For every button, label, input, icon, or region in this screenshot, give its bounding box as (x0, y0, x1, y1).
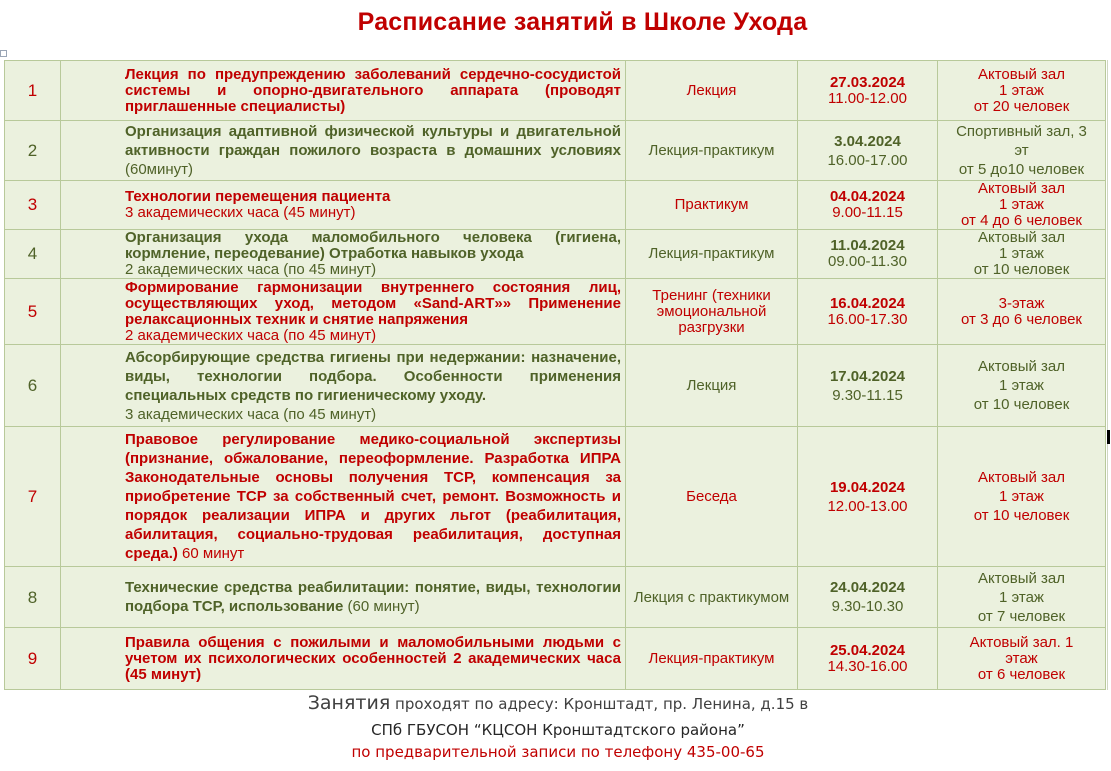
table-row (5, 61, 1106, 121)
page-margin-line (1107, 60, 1108, 690)
session-datetime: 3.04.2024 16.00-17.00 (798, 121, 938, 181)
session-format: Практикум (626, 181, 798, 230)
row-number: 3 (5, 181, 61, 230)
row-number: 5 (5, 279, 61, 345)
session-place: Спортивный зал, 3 эт от 5 до10 человек (938, 121, 1106, 181)
page-title: Расписание занятий в Школе Ухода (357, 8, 808, 36)
session-format: Тренинг (техники эмоциональной разгрузки (626, 279, 798, 345)
session-datetime: 11.04.2024 09.00-11.30 (798, 230, 938, 279)
table-row (5, 181, 1106, 230)
session-datetime: 24.04.2024 9.30-10.30 (798, 567, 938, 628)
table-row (5, 567, 1106, 628)
session-datetime: 27.03.2024 11.00-12.00 (798, 61, 938, 121)
table-row (5, 279, 1106, 345)
session-place: 3-этаж от 3 до 6 человек (938, 279, 1106, 345)
table-row (5, 427, 1106, 567)
session-topic: Организация адаптивной физической культуры и двигательной активности граждан пожилого возраста в домашних условиях (60минут) (61, 121, 626, 181)
session-format: Беседа (626, 427, 798, 567)
session-place: Актовый зал 1 этаж от 10 человек (938, 427, 1106, 567)
session-topic: Организация ухода маломобильного человека (гигиена, кормление, переодевание) Отработка навыков ухода 2 академических часа (по 45 минут) (61, 230, 626, 279)
session-topic: Технические средства реабилитации: понятие, виды, технологии подбора ТСР, использование (60 минут) (61, 567, 626, 628)
session-topic: Лекция по предупреждению заболеваний сердечно-сосудистой системы и опорно-двигательного аппарата (проводят приглашенные специалисты) (61, 61, 626, 121)
table-row (5, 628, 1106, 690)
text-cursor (1107, 430, 1110, 444)
session-format: Лекция с практикумом (626, 567, 798, 628)
row-number: 4 (5, 230, 61, 279)
session-place: Актовый зал 1 этаж от 10 человек (938, 230, 1106, 279)
session-topic: Технологии перемещения пациента 3 академических часа (45 минут) (61, 181, 626, 230)
session-datetime: 25.04.2024 14.30-16.00 (798, 628, 938, 690)
table-row (5, 121, 1106, 181)
table-row (5, 345, 1106, 427)
footer-organization: СПб ГБУСОН “КЦСОН Кронштадтского района” (371, 721, 745, 739)
session-place: Актовый зал. 1 этаж от 6 человек (938, 628, 1106, 690)
session-topic: Правовое регулирование медико-социальной экспертизы (признание, обжалование, переоформление. Разработка ИПРА Законодательные основы получения ТСР, компенсация за приобретение ТСР за собственный счет, ремонт. Возможность и порядок реализации ИПРА и других льгот (реабилитация, абилитация, социально-трудовая реабилитация, доступная среда.) 60 минут (61, 427, 626, 567)
session-topic: Формирование гармонизации внутреннего состояния лиц, осуществляющих уход, методом «Sand-ART»» Применение релаксационных техник и снятие напряжения 2 академических часа (по 45 минут) (61, 279, 626, 345)
row-number: 1 (5, 61, 61, 121)
session-place: Актовый зал 1 этаж от 4 до 6 человек (938, 181, 1106, 230)
row-number: 8 (5, 567, 61, 628)
table-move-handle[interactable] (0, 50, 7, 57)
session-datetime: 19.04.2024 12.00-13.00 (798, 427, 938, 567)
session-place: Актовый зал 1 этаж от 10 человек (938, 345, 1106, 427)
session-format: Лекция-практикум (626, 628, 798, 690)
session-format: Лекция (626, 345, 798, 427)
row-number: 7 (5, 427, 61, 567)
session-datetime: 16.04.2024 16.00-17.30 (798, 279, 938, 345)
session-format: Лекция-практикум (626, 230, 798, 279)
row-number: 2 (5, 121, 61, 181)
session-topic: Правила общения с пожилыми и маломобильными людьми с учетом их психологических особенностей 2 академических часа (45 минут) (61, 628, 626, 690)
row-number: 6 (5, 345, 61, 427)
session-format: Лекция-практикум (626, 121, 798, 181)
session-place: Актовый зал 1 этаж от 20 человек (938, 61, 1106, 121)
session-format: Лекция (626, 61, 798, 121)
footer-phone: по предварительной записи по телефону 435-00-65 (351, 743, 765, 761)
footer-address: Занятия проходят по адресу: Кронштадт, пр. Ленина, д.15 в (307, 692, 809, 714)
session-topic: Абсорбирующие средства гигиены при недержании: назначение, виды, технологии подбора. Особенности применения специальных средств по гигиеническому уходу. 3 академических часа (по 45 минут) (61, 345, 626, 427)
row-number: 9 (5, 628, 61, 690)
session-place: Актовый зал 1 этаж от 7 человек (938, 567, 1106, 628)
table-row (5, 230, 1106, 279)
session-datetime: 04.04.2024 9.00-11.15 (798, 181, 938, 230)
session-datetime: 17.04.2024 9.30-11.15 (798, 345, 938, 427)
schedule-table (4, 60, 1106, 690)
